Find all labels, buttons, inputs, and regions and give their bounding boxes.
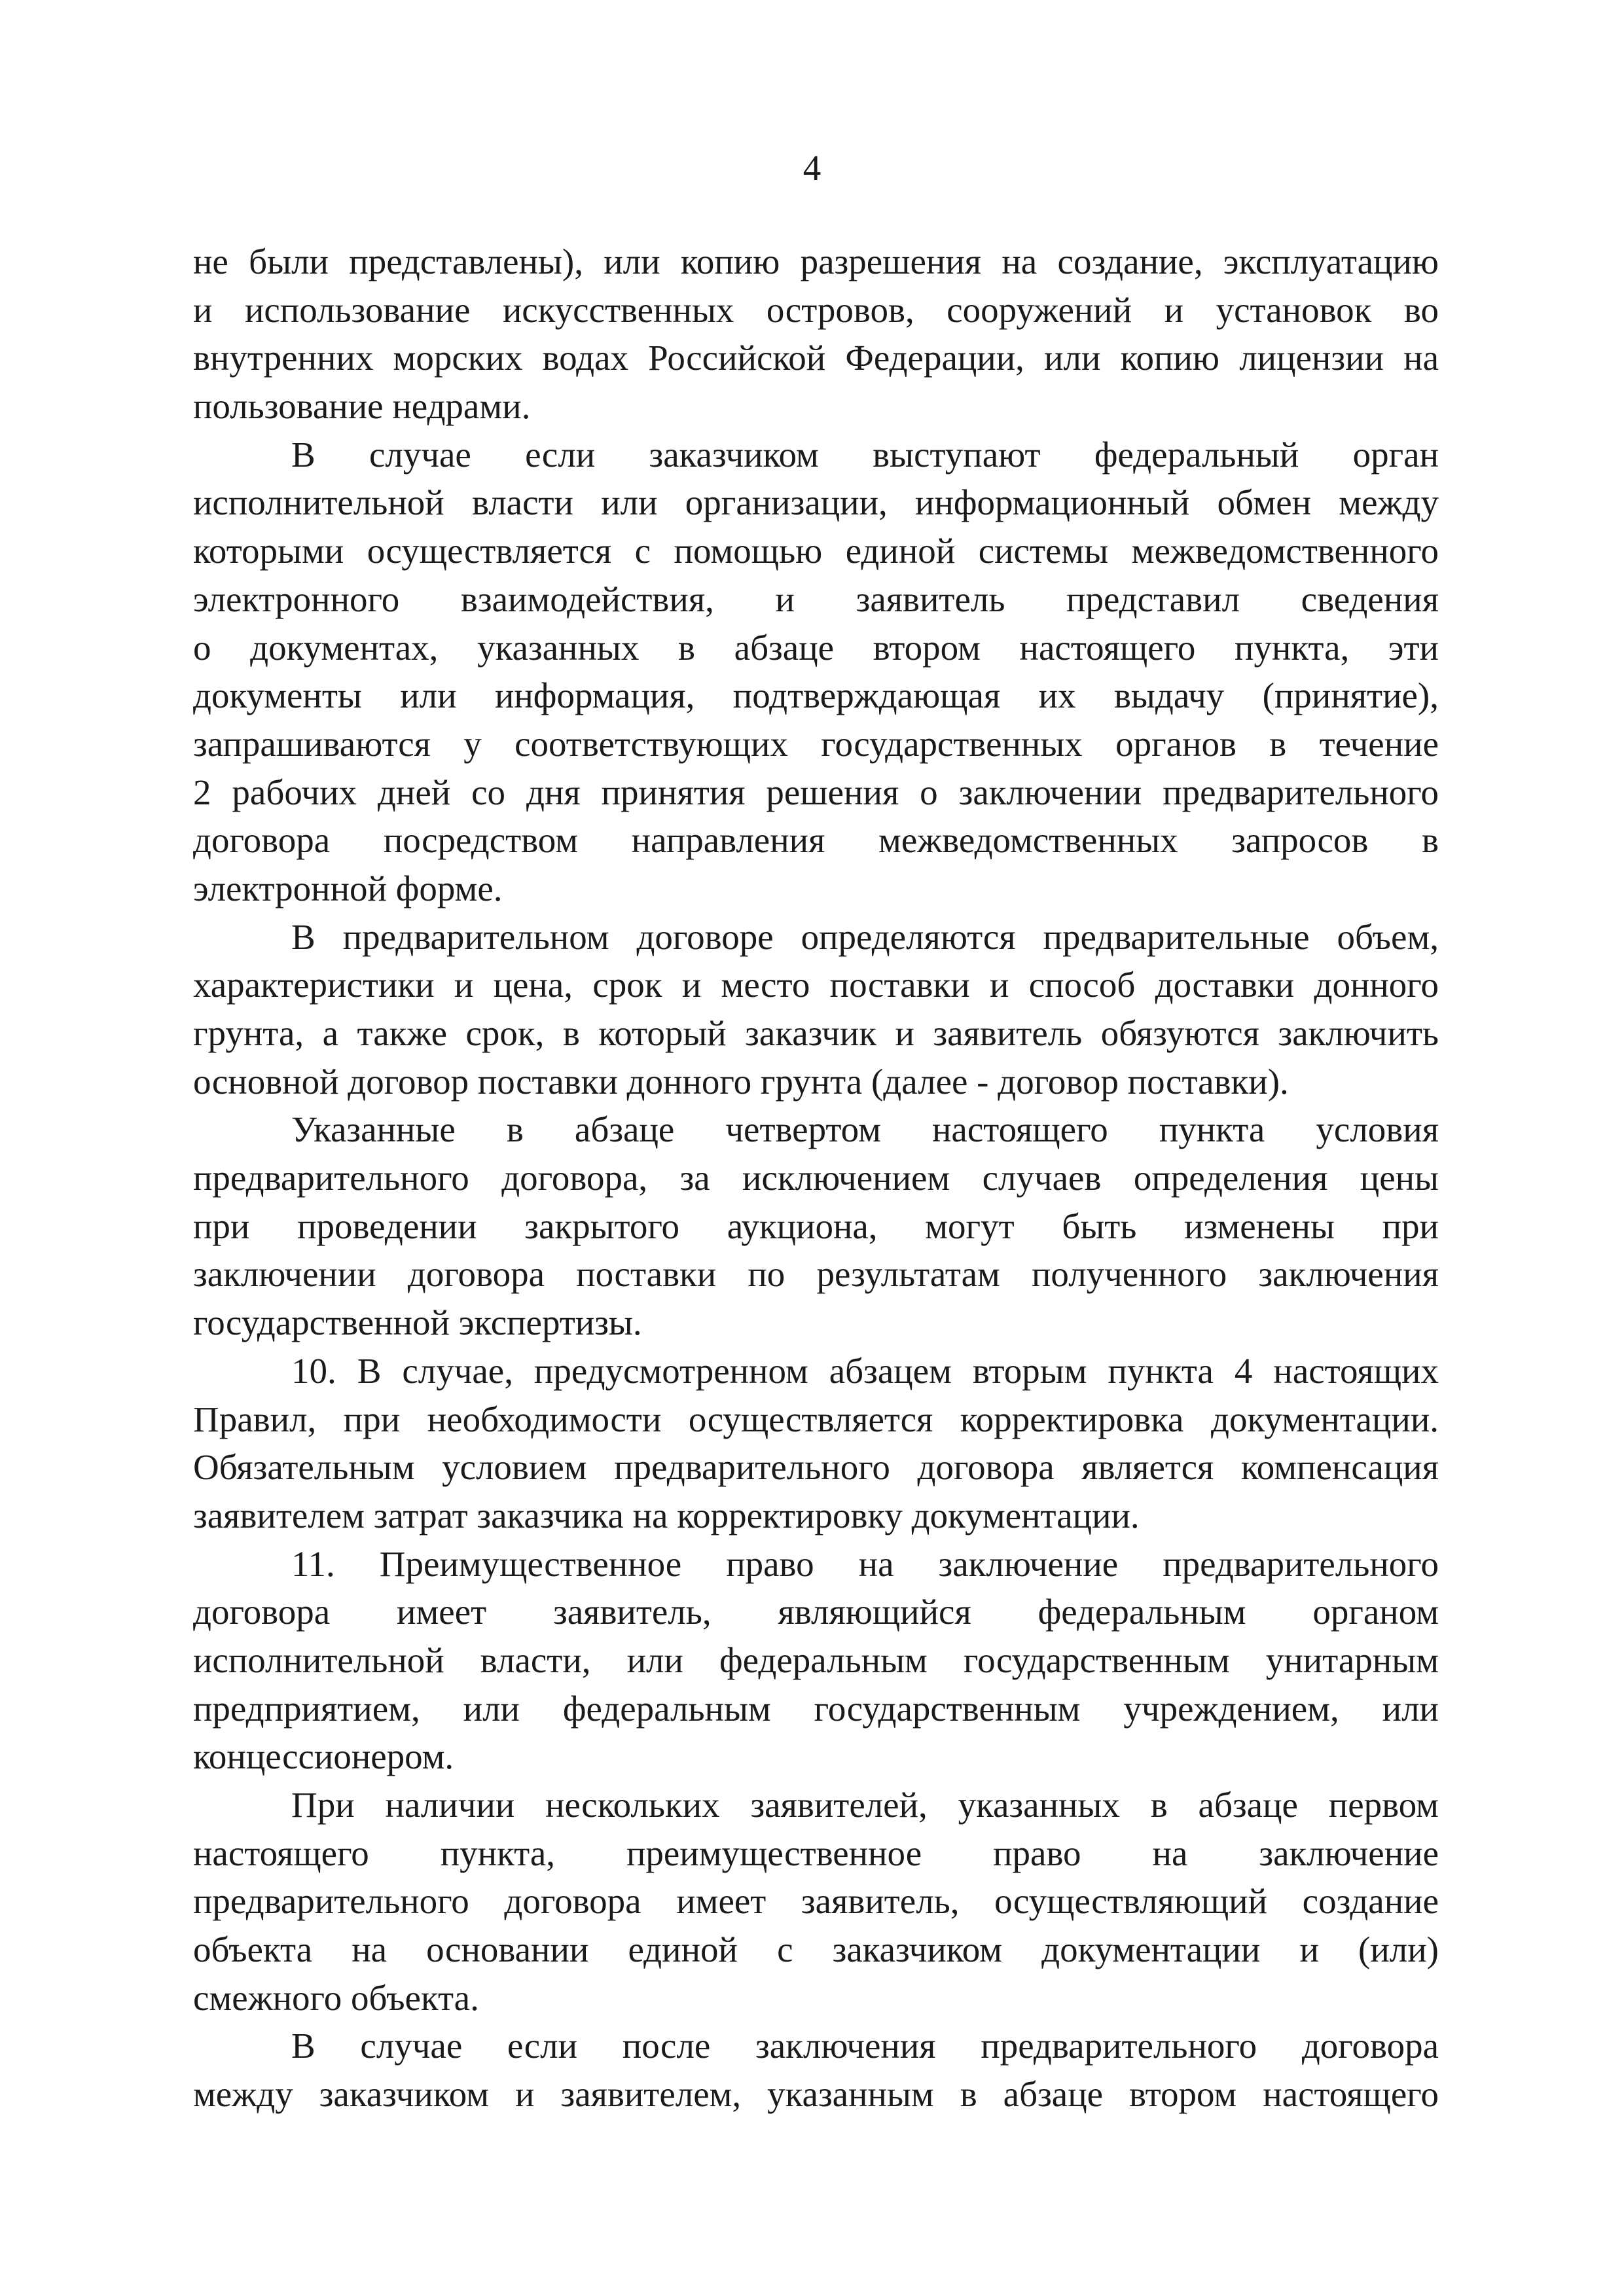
text-line: исполнительной власти или организации, информационный обмен между xyxy=(193,482,1439,523)
paragraph xyxy=(193,238,1439,431)
text-line: документы или информация, подтверждающая их выдачу (принятие), xyxy=(193,675,1439,716)
paragraph xyxy=(193,431,1439,913)
text-line: договора имеет заявитель, являющийся федеральным органом xyxy=(193,1592,1439,1632)
text-line: Правил, при необходимости осуществляется корректировка документации. xyxy=(193,1399,1439,1439)
text-line: В случае если заказчиком выступают федеральный орган xyxy=(291,434,1439,475)
text-line: предприятием, или федеральным государственным учреждением, или xyxy=(193,1688,1439,1729)
text-line: и использование искусственных островов, сооружений и установок во xyxy=(193,289,1439,330)
text-line: исполнительной власти, или федеральным государственным унитарным xyxy=(193,1640,1439,1680)
text-line: основной договор поставки донного грунта (далее - договор поставки). xyxy=(193,1061,1289,1102)
paragraph xyxy=(193,1347,1439,1540)
text-line: между заказчиком и заявителем, указанным в абзаце втором настоящего xyxy=(193,2074,1439,2115)
text-line: предварительного договора, за исключением случаев определения цены xyxy=(193,1158,1439,1198)
text-line: 10. В случае, предусмотренном абзацем вторым пункта 4 настоящих xyxy=(291,1350,1439,1391)
text-line: В случае если после заключения предварительного договора xyxy=(291,2026,1439,2066)
paragraph xyxy=(193,913,1439,1106)
document-body xyxy=(193,238,1439,2119)
text-line: внутренних морских водах Российской Федерации, или копию лицензии на xyxy=(193,338,1439,378)
text-line: концессионером. xyxy=(193,1736,454,1777)
text-line: государственной экспертизы. xyxy=(193,1302,642,1343)
text-line: о документах, указанных в абзаце втором настоящего пункта, эти xyxy=(193,627,1439,668)
paragraph xyxy=(193,1540,1439,1781)
text-line: Указанные в абзаце четвертом настоящего пункта условия xyxy=(291,1109,1439,1150)
text-line: При наличии нескольких заявителей, указанных в абзаце первом xyxy=(291,1785,1439,1825)
text-line: которыми осуществляется с помощью единой системы межведомственного xyxy=(193,531,1439,571)
paragraph xyxy=(193,1781,1439,2022)
paragraph xyxy=(193,1105,1439,1346)
text-line: заключении договора поставки по результатам полученного заключения xyxy=(193,1254,1439,1295)
text-line: пользование недрами. xyxy=(193,386,531,427)
text-line: настоящего пункта, преимущественное право на заключение xyxy=(193,1833,1439,1873)
text-line: смежного объекта. xyxy=(193,1977,479,2018)
text-line: грунта, а также срок, в который заказчик и заявитель обязуются заключить xyxy=(193,1013,1439,1053)
text-line: Обязательным условием предварительного договора является компенсация xyxy=(193,1447,1439,1488)
page-number: 4 xyxy=(803,148,821,188)
text-line: объекта на основании единой с заказчиком документации и (или) xyxy=(193,1929,1439,1970)
text-line: В предварительном договоре определяются предварительные объем, xyxy=(291,916,1439,957)
text-line: характеристики и цена, срок и место поставки и способ доставки донного xyxy=(193,965,1439,1005)
text-line: запрашиваются у соответствующих государственных органов в течение xyxy=(193,723,1439,764)
text-line: договора посредством направления межведомственных запросов в xyxy=(193,820,1439,861)
text-line: заявителем затрат заказчика на корректировку документации. xyxy=(193,1495,1140,1535)
text-line: не были представлены), или копию разрешения на создание, эксплуатацию xyxy=(193,242,1439,281)
text-line: предварительного договора имеет заявитель, осуществляющий создание xyxy=(193,1881,1439,1922)
text-line: 11. Преимущественное право на заключение предварительного xyxy=(291,1543,1439,1584)
text-line: электронного взаимодействия, и заявитель представил сведения xyxy=(193,579,1439,619)
text-line: электронной форме. xyxy=(193,868,503,908)
text-line: 2 рабочих дней со дня принятия решения о заключении предварительного xyxy=(193,772,1439,812)
paragraph xyxy=(193,2022,1439,2118)
text-line: при проведении закрытого аукциона, могут быть изменены при xyxy=(193,1206,1439,1246)
